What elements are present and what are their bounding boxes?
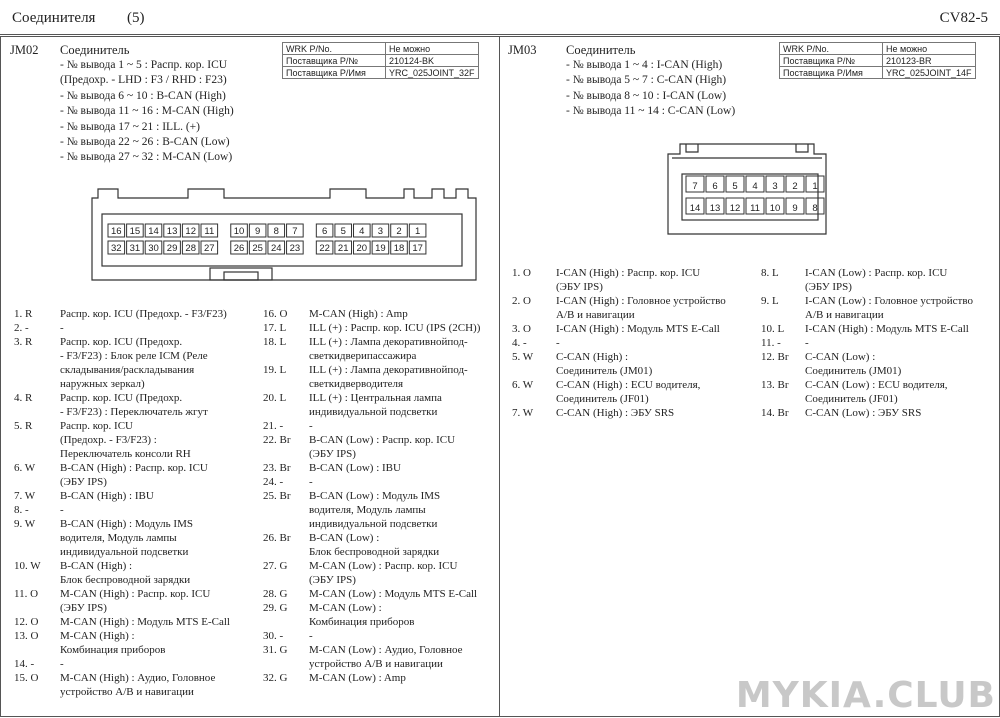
connector-pin-label: 7 <box>292 226 298 237</box>
pin-description-line: устройство A/B и навигации <box>60 686 194 698</box>
connector-pin-cell <box>316 241 333 254</box>
connector-pin-cell <box>316 224 333 237</box>
connector-pin-label: 13 <box>709 203 721 214</box>
connector-pin-label: 3 <box>377 226 384 237</box>
pin-description-line: M-CAN (Low) : Amp <box>309 672 406 684</box>
part-info-key: Поставщика P/Имя <box>780 67 883 79</box>
connector-pin-cell <box>231 241 248 254</box>
connector-pin-label: 9 <box>255 226 261 237</box>
pin-number: 29. G <box>263 602 288 614</box>
part-info-value: 210124-BK <box>386 55 479 67</box>
pin-description-line: I-CAN (High) : Головное устройство <box>556 295 726 307</box>
pin-description-line: Блок беспроводной зарядки <box>60 574 191 586</box>
connector-pin-label: 31 <box>129 243 141 254</box>
pin-number: 19. L <box>263 364 287 376</box>
connector-pin-label: 1 <box>414 226 421 237</box>
pin-description-line: Соединитель (JM01) <box>556 365 653 377</box>
pin-description-line: Распр. кор. ICU (Предохр. <box>60 336 183 348</box>
connector-pin-label: 18 <box>393 243 405 254</box>
pin-description-line: B-CAN (High) : Распр. кор. ICU <box>60 462 208 474</box>
connector-pin-label: 13 <box>166 226 178 237</box>
page-code: CV82-5 <box>939 10 988 26</box>
connector-pin-cell <box>335 241 352 254</box>
pin-number: 13. O <box>14 630 39 642</box>
pin-description-line: B-CAN (High) : <box>60 560 133 572</box>
header-divider-2 <box>0 36 1000 37</box>
connector-pin-cell <box>127 224 144 237</box>
pin-group-line: - № вывода 17 ~ 21 : ILL. (+) <box>60 120 200 133</box>
pin-description-line: ILL (+) : Распр. кор. ICU (IPS (2CH)) <box>309 322 481 334</box>
connector-pin-label: 27 <box>204 243 215 254</box>
connector-id-jm03: JM03 <box>508 43 537 57</box>
pin-description-line: (ЭБУ IPS) <box>556 281 603 293</box>
connector-pin-label: 22 <box>319 243 330 254</box>
column-divider <box>499 36 500 716</box>
pin-description-line: - <box>805 337 809 349</box>
connector-pin-cell <box>726 176 744 192</box>
pin-number: 32. G <box>263 672 288 684</box>
pin-group-line: - № вывода 22 ~ 26 : B-CAN (Low) <box>60 136 230 149</box>
pin-description-line: - F3/F23) : Блок реле ICM (Реле <box>60 350 208 362</box>
pin-description-line: C-CAN (High) : <box>556 351 629 363</box>
connector-pin-label: 15 <box>129 226 141 237</box>
connector-pin-label: 7 <box>692 181 698 192</box>
pin-number: 21. - <box>263 420 284 432</box>
connector-pin-label: 12 <box>185 226 196 237</box>
pin-description-line: Распр. кор. ICU <box>60 420 133 432</box>
connector-pin-cell <box>706 198 724 214</box>
pin-number: 2. - <box>14 322 29 334</box>
pin-description-line: I-CAN (High) : Модуль MTS E-Call <box>805 323 969 335</box>
part-info-row <box>283 43 479 55</box>
pin-number: 20. L <box>263 392 287 404</box>
pin-description-line: (ЭБУ IPS) <box>805 281 852 293</box>
pin-description-line: - <box>309 630 313 642</box>
connector-pin-cell <box>182 241 199 254</box>
pin-description-line: B-CAN (Low) : Распр. кор. ICU <box>309 434 456 446</box>
pin-description-line: I-CAN (Low) : Головное устройство <box>805 295 973 307</box>
connector-pin-label: 24 <box>270 243 282 254</box>
connector-pin-label: 1 <box>812 181 818 192</box>
connector-pin-cell <box>806 198 824 214</box>
pin-number: 18. L <box>263 336 287 348</box>
connector-pin-cell <box>249 224 266 237</box>
connector-pin-cell <box>182 224 199 237</box>
part-info-value: YRC_025JOINT_14F <box>883 67 976 79</box>
connector-pin-label: 25 <box>252 243 263 254</box>
pin-description-line: устройство A/B и навигации <box>309 658 443 670</box>
connector-pin-cell <box>786 198 804 214</box>
pin-number: 15. O <box>14 672 39 684</box>
connector-pin-cell <box>686 176 704 192</box>
pin-description-line: водителя, Модуль лампы <box>60 532 177 544</box>
pin-description-line: - <box>556 337 560 349</box>
section-number: (5) <box>127 10 145 26</box>
pin-description-line: ILL (+) : Лампа декоративнойпод- <box>309 336 468 348</box>
header-divider <box>0 34 1000 35</box>
connector-pin-cell <box>746 198 764 214</box>
connector-pin-label: 4 <box>359 226 365 237</box>
pin-number: 24. - <box>263 476 284 488</box>
pin-number: 27. G <box>263 560 288 572</box>
connector-pin-label: 5 <box>340 226 346 237</box>
connector-pin-label: 2 <box>792 181 798 192</box>
connector-pin-cell <box>164 224 181 237</box>
pin-description-list-jm03 <box>512 266 994 436</box>
pin-description-line: M-CAN (Low) : Аудио, Головное <box>309 644 463 656</box>
pin-number: 8. - <box>14 504 29 516</box>
pin-description-line: складывания/раскладывания <box>60 364 195 376</box>
pin-number: 22. Br <box>263 434 291 446</box>
connector-pin-label: 14 <box>689 203 701 214</box>
part-info-key: Поставщика P/№ <box>780 55 883 67</box>
pin-number: 23. Br <box>263 462 291 474</box>
frame-bottom <box>0 716 1000 717</box>
part-info-key: Поставщика P/№ <box>283 55 386 67</box>
pin-description-line: индивидуальной подсветки <box>309 406 438 418</box>
pin-description-line: M-CAN (High) : <box>60 630 135 642</box>
connector-face-jm03 <box>662 142 832 242</box>
pin-number: 6. W <box>512 379 534 391</box>
connector-pin-cell <box>145 224 162 237</box>
connector-pin-label: 17 <box>412 243 423 254</box>
part-info-row <box>780 43 976 55</box>
pin-description-line: M-CAN (Low) : <box>309 602 382 614</box>
connector-pin-cell <box>706 176 724 192</box>
pin-description-line: ILL (+) : Лампа декоративнойпод- <box>309 364 468 376</box>
pin-group-line: (Предохр. - LHD : F3 / RHD : F23) <box>60 74 227 87</box>
pin-number: 31. G <box>263 644 288 656</box>
part-info-key: WRK P/No. <box>283 43 386 55</box>
connector-pin-cell <box>335 224 352 237</box>
connector-pin-label: 10 <box>769 203 781 214</box>
pin-description-line: I-CAN (Low) : Распр. кор. ICU <box>805 267 948 279</box>
pin-number: 30. - <box>263 630 284 642</box>
connector-pin-cell <box>231 224 248 237</box>
pin-number: 10. L <box>761 323 785 335</box>
connector-pin-cell <box>786 176 804 192</box>
connector-pin-label: 23 <box>289 243 301 254</box>
pin-description-line: - <box>60 504 64 516</box>
connector-pin-cell <box>287 224 304 237</box>
pin-description-line: B-CAN (Low) : IBU <box>309 462 401 474</box>
pin-description-line: - <box>60 658 64 670</box>
pin-description-list-jm02 <box>14 307 494 707</box>
connector-pin-label: 11 <box>750 203 760 214</box>
pin-description-line: M-CAN (High) : Аудио, Головное <box>60 672 216 684</box>
pin-group-line: - № вывода 6 ~ 10 : B-CAN (High) <box>60 89 226 102</box>
pin-description-line: B-CAN (Low) : <box>309 532 380 544</box>
pin-description-line: C-CAN (Low) : ЭБУ SRS <box>805 407 922 419</box>
pin-group-line: - № вывода 5 ~ 7 : C-CAN (High) <box>566 74 727 87</box>
pin-description-line: Соединитель (JF01) <box>556 393 649 405</box>
pin-description-line: Соединитель (JM01) <box>805 365 902 377</box>
connector-pin-label: 30 <box>148 243 159 254</box>
pin-description-line: M-CAN (Low) : Модуль MTS E-Call <box>309 588 478 600</box>
connector-pin-label: 19 <box>375 243 386 254</box>
connector-pin-cell <box>409 241 426 254</box>
pin-number: 1. O <box>512 267 531 279</box>
connector-pin-label: 16 <box>111 226 122 237</box>
pin-group-line: - № вывода 27 ~ 32 : M-CAN (Low) <box>60 151 233 164</box>
pin-number: 9. L <box>761 295 779 307</box>
pin-description-line: индивидуальной подсветки <box>309 518 438 530</box>
pin-description-line: Комбинация приборов <box>309 616 415 628</box>
part-info-value: YRC_025JOINT_32F <box>386 67 479 79</box>
pin-description-line: светкидверводителя <box>309 378 404 390</box>
pin-description-line: - <box>309 476 313 488</box>
part-info-table-jm02 <box>282 42 479 79</box>
pin-description-line: (ЭБУ IPS) <box>309 448 356 460</box>
connector-pin-cell <box>287 241 304 254</box>
pin-description-line: I-CAN (High) : Распр. кор. ICU <box>556 267 701 279</box>
pin-number: 10. W <box>14 560 41 572</box>
connector-pin-cell <box>354 241 371 254</box>
connector-pin-cell <box>391 224 408 237</box>
pin-group-list-jm03 <box>566 58 735 120</box>
connector-pin-cell <box>268 241 285 254</box>
pin-description-line: ILL (+) : Центральная лампа <box>309 392 442 404</box>
pin-description-line: Распр. кор. ICU (Предохр. - F3/F23) <box>60 308 227 320</box>
connector-face-jm02 <box>84 184 484 284</box>
pin-description-line: A/B и навигации <box>805 309 884 321</box>
pin-description-line: (ЭБУ IPS) <box>309 574 356 586</box>
pin-group-line: - № вывода 11 ~ 14 : C-CAN (Low) <box>566 105 736 118</box>
connector-pin-label: 14 <box>148 226 159 237</box>
pin-number: 7. W <box>512 407 534 419</box>
connector-pin-label: 8 <box>812 203 818 214</box>
pin-number: 3. O <box>512 323 531 335</box>
part-info-value: Не можно <box>386 43 479 55</box>
pin-number: 12. O <box>14 616 39 628</box>
part-info-key: WRK P/No. <box>780 43 883 55</box>
connector-pin-cell <box>164 241 181 254</box>
pin-number: 26. Br <box>263 532 291 544</box>
pin-description-line: (ЭБУ IPS) <box>60 602 107 614</box>
connector-pin-cell <box>201 224 218 237</box>
pin-number: 16. O <box>263 308 288 320</box>
connector-pin-label: 26 <box>233 243 245 254</box>
pin-description-line: (Предохр. - F3/F23) : <box>60 434 157 446</box>
pin-group-line: - № вывода 1 ~ 4 : I-CAN (High) <box>566 59 723 71</box>
connector-pin-label: 11 <box>204 226 215 237</box>
connector-pin-label: 32 <box>111 243 122 254</box>
pin-description-line: - F3/F23) : Переключатель жгут <box>60 406 208 418</box>
connector-pin-label: 28 <box>185 243 196 254</box>
pin-number: 28. G <box>263 588 288 600</box>
pin-description-line: C-CAN (Low) : <box>805 351 876 363</box>
frame-left <box>0 36 1 716</box>
pin-number: 5. R <box>14 420 33 432</box>
part-info-row <box>283 67 479 79</box>
connector-pin-cell <box>726 198 744 214</box>
connector-pin-cell <box>108 241 125 254</box>
connector-pin-label: 12 <box>729 203 741 214</box>
connector-pin-label: 3 <box>772 181 778 192</box>
pin-number: 7. W <box>14 490 36 502</box>
pin-description-line: Блок беспроводной зарядки <box>309 546 440 558</box>
pin-description-line: светкидверипассажира <box>309 350 417 362</box>
pin-description-line: индивидуальной подсветки <box>60 546 189 558</box>
pin-description-line: B-CAN (High) : Модуль IMS <box>60 518 193 530</box>
connector-pin-label: 6 <box>712 181 718 192</box>
connector-pin-cell <box>145 241 162 254</box>
pin-number: 6. W <box>14 462 36 474</box>
pin-group-line: - № вывода 8 ~ 10 : I-CAN (Low) <box>566 89 727 102</box>
connector-pin-cell <box>268 224 285 237</box>
pin-description-line: B-CAN (Low) : Модуль IMS <box>309 490 441 502</box>
connector-pin-cell <box>372 224 389 237</box>
connector-pin-cell <box>391 241 408 254</box>
connector-pin-cell <box>766 198 784 214</box>
connector-pin-cell <box>354 224 371 237</box>
pin-description-line: водителя, Модуль лампы <box>309 504 426 516</box>
part-info-value: 210123-BR <box>883 55 976 67</box>
part-info-key: Поставщика P/Имя <box>283 67 386 79</box>
pin-description-line: C-CAN (Low) : ECU водителя, <box>805 379 948 391</box>
pin-number: 3. R <box>14 336 33 348</box>
pin-description-line: C-CAN (High) : ECU водителя, <box>556 379 701 391</box>
connector-pin-label: 21 <box>337 243 349 254</box>
pin-number: 2. O <box>512 295 531 307</box>
part-info-row <box>780 55 976 67</box>
pin-number: 9. W <box>14 518 36 530</box>
pin-group-line: - № вывода 1 ~ 5 : Распр. кор. ICU <box>60 59 228 71</box>
connector-pin-label: 5 <box>732 181 738 192</box>
connector-pin-label: 8 <box>273 226 279 237</box>
connector-id-jm02: JM02 <box>10 43 39 57</box>
connector-title-jm03: Соединитель <box>566 43 636 57</box>
part-info-row <box>780 67 976 79</box>
watermark-text: MYKIA.CLUB <box>735 675 996 716</box>
pin-number: 14. Br <box>761 407 789 419</box>
connector-pin-label: 10 <box>233 226 245 237</box>
pin-description-line: C-CAN (High) : ЭБУ SRS <box>556 407 675 419</box>
connector-pin-label: 2 <box>396 226 402 237</box>
connector-pin-cell <box>686 198 704 214</box>
pin-group-list-jm02 <box>60 58 234 166</box>
pin-description-line: Переключатель консоли RH <box>60 448 191 460</box>
pin-description-line: Комбинация приборов <box>60 644 166 656</box>
connector-pin-label: 20 <box>356 243 368 254</box>
part-info-table-jm03 <box>779 42 976 79</box>
connector-title-jm02: Соединитель <box>60 43 130 57</box>
pin-number: 14. - <box>14 658 35 670</box>
pin-number: 4. - <box>512 337 527 349</box>
part-info-value: Не можно <box>883 43 976 55</box>
connector-pin-cell <box>372 241 389 254</box>
pin-description-line: Распр. кор. ICU (Предохр. <box>60 392 183 404</box>
connector-pin-cell <box>108 224 125 237</box>
pin-number: 1. R <box>14 308 33 320</box>
connector-pin-label: 4 <box>752 181 758 192</box>
connector-pin-cell <box>806 176 824 192</box>
connector-pin-label: 9 <box>792 203 798 214</box>
pin-description-line: M-CAN (High) : Amp <box>309 308 408 320</box>
pin-number: 11. O <box>14 588 39 600</box>
pin-group-line: - № вывода 11 ~ 16 : M-CAN (High) <box>60 105 234 118</box>
connector-pin-cell <box>127 241 144 254</box>
pin-description-line: M-CAN (High) : Распр. кор. ICU <box>60 588 211 600</box>
pin-number: 5. W <box>512 351 534 363</box>
pin-description-line: - <box>309 420 313 432</box>
pin-number: 8. L <box>761 267 779 279</box>
pin-description-line: Соединитель (JF01) <box>805 393 898 405</box>
pin-number: 25. Br <box>263 490 291 502</box>
pin-description-line: B-CAN (High) : IBU <box>60 490 154 502</box>
connector-pin-cell <box>409 224 426 237</box>
connector-pin-cell <box>249 241 266 254</box>
pin-description-line: наружных зеркал) <box>60 378 145 390</box>
pin-description-line: - <box>60 322 64 334</box>
pin-description-line: M-CAN (High) : Модуль MTS E-Call <box>60 616 230 628</box>
part-info-row <box>283 55 479 67</box>
pin-description-line: I-CAN (High) : Модуль MTS E-Call <box>556 323 720 335</box>
page-title: Соединителя <box>12 10 96 26</box>
connector-pin-cell <box>746 176 764 192</box>
pin-description-line: M-CAN (Low) : Распр. кор. ICU <box>309 560 458 572</box>
pin-description-line: A/B и навигации <box>556 309 635 321</box>
pin-number: 17. L <box>263 322 287 334</box>
pin-number: 12. Br <box>761 351 789 363</box>
connector-pin-label: 6 <box>321 226 328 237</box>
connector-pin-cell <box>766 176 784 192</box>
connector-pin-label: 29 <box>166 243 178 254</box>
connector-pin-cell <box>201 241 218 254</box>
pin-number: 13. Br <box>761 379 789 391</box>
pin-number: 11. - <box>761 337 781 349</box>
pin-description-line: (ЭБУ IPS) <box>60 476 107 488</box>
pin-number: 4. R <box>14 392 33 404</box>
page-header <box>0 0 1000 36</box>
